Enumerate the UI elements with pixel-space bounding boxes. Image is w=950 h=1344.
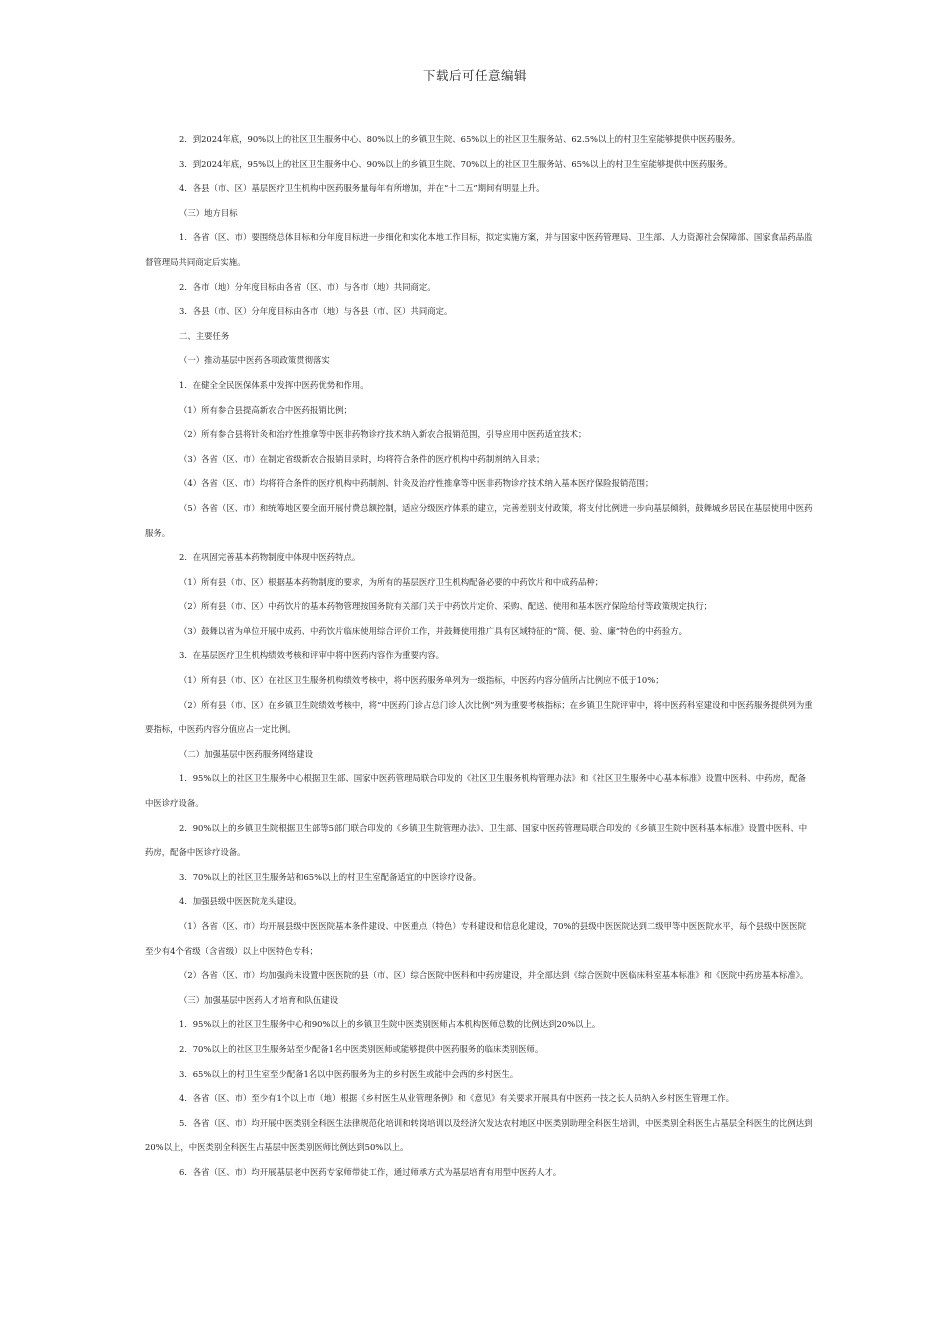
paragraph: 4．加强县级中医医院龙头建设。 (179, 896, 302, 907)
paragraph: （4）各省（区、市）均将符合条件的医疗机构中药制剂、针灸及治疗性推拿等中医非药物诊疗技术纳入基本医疗保险报销范围； (179, 478, 654, 489)
paragraph: 2．90%以上的乡镇卫生院根据卫生部等5部门联合印发的《乡镇卫生院管理办法》、卫生部、国家中医药管理局联合印发的《乡镇卫生院中医科基本标准》设置中医科、中药房，配备中医诊疗设备。 (145, 822, 808, 858)
paragraph: 2．到2024年底，90%以上的社区卫生服务中心、80%以上的乡镇卫生院、65%以上的社区卫生服务站、62.5%以上的村卫生室能够提供中医药服务。 (179, 134, 741, 144)
paragraph: 3．70%以上的社区卫生服务站和65%以上的村卫生室配备适宜的中医诊疗设备。 (179, 871, 482, 882)
paragraph: 1．在健全全民医保体系中发挥中医药优势和作用。 (179, 379, 369, 390)
paragraph: 1．95%以上的社区卫生服务中心和90%以上的乡镇卫生院中医类别医师占本机构医师总数的比例达到20%以上。 (179, 1019, 601, 1030)
paragraph: 5．各省（区、市）均开展中医类别全科医生法律规范化培训和转岗培训以及经济欠发达农村地区中医类别助理全科医生培训，中医类别全科医生占基层全科医生的比例达到20%以上，中医类别全科医生占基层中医类别医师比例达到50%以上。 (145, 1117, 813, 1153)
paragraph: （1）各省（区、市）均开展县级中医医院基本条件建设、中医重点（特色）专科建设和信息化建设，70%的县级中医医院达到二级甲等中医医院水平，每个县级中医医院至少有4个省级（含省级）以上中医特色专科； (145, 921, 806, 956)
paragraph: 4．各省（区、市）至少有1个以上市（地）根据《乡村医生从业管理条例》和《意见》有关要求开展具有中医药一技之长人员纳入乡村医生管理工作。 (179, 1093, 735, 1104)
paragraph: 1．各省（区、市）要围绕总体目标和分年度目标进一步细化和实化本地工作目标，拟定实施方案，并与国家中医药管理局、卫生部、人力资源社会保障部、国家食品药品监督管理局共同商定后实施。 (145, 232, 813, 267)
section-heading: （三）地方目标 (179, 207, 238, 218)
paragraph: 3．65%以上的村卫生室至少配备1名以中医药服务为主的乡村医生或能中会西的乡村医生。 (179, 1068, 519, 1079)
section-heading: 二、主要任务 (179, 330, 230, 341)
paragraph: 3．在基层医疗卫生机构绩效考核和评审中将中医药内容作为重要内容。 (179, 650, 444, 661)
paragraph: 3．各县（市、区）分年度目标由各市（地）与各县（市、区）共同商定。 (179, 306, 453, 317)
paragraph: 6．各省（区、市）均开展基层老中医药专家师带徒工作，通过师承方式为基层培育有用型中医药人才。 (179, 1166, 562, 1177)
paragraph: （1）所有参合县提高新农合中医药报销比例； (179, 404, 352, 415)
document-body (145, 127, 813, 1185)
section-heading: （三）加强基层中医药人才培育和队伍建设 (179, 994, 339, 1005)
paragraph: （3）鼓舞以省为单位开展中成药、中药饮片临床使用综合评价工作，并鼓舞使用推广具有区域特征的“简、便、验、廉”特色的中药验方。 (179, 625, 688, 636)
paragraph: （1）所有县（市、区）根据基本药物制度的要求，为所有的基层医疗卫生机构配备必要的中药饮片和中成药品种； (179, 576, 604, 587)
paragraph: 3．到2024年底，95%以上的社区卫生服务中心、90%以上的乡镇卫生院、70%以上的社区卫生服务站、65%以上的村卫生室能够提供中医药服务。 (179, 158, 733, 169)
paragraph: （1）所有县（市、区）在社区卫生服务机构绩效考核中，将中医药服务单列为一级指标，中医药内容分值所占比例应不低于10%； (179, 675, 664, 686)
paragraph: 2．70%以上的社区卫生服务站至少配备1名中医类别医师或能够提供中医药服务的临床类别医师。 (179, 1043, 544, 1054)
section-heading: （一）推动基层中医药各项政策贯彻落实 (179, 355, 330, 366)
section-heading: （二）加强基层中医药服务网络建设 (179, 748, 313, 759)
paragraph: （2）各省（区、市）均加强尚未设置中医医院的县（市、区）综合医院中医科和中药房建设，并全部达到《综合医院中医临床科室基本标准》和《医院中药房基本标准》。 (179, 970, 809, 981)
paragraph: （5）各省（区、市）和统筹地区要全面开展付费总额控制，适应分级医疗体系的建立，完善差别支付政策，将支付比例进一步向基层倾斜，鼓舞城乡居民在基层使用中医药服务。 (145, 502, 813, 538)
page-header: 下载后可任意编辑 (422, 68, 527, 83)
paragraph: 1．95%以上的社区卫生服务中心根据卫生部、国家中医药管理局联合印发的《社区卫生服务机构管理办法》和《社区卫生服务中心基本标准》设置中医科、中药房，配备中医诊疗设备。 (145, 773, 806, 809)
paragraph: （2）所有县（市、区）中药饮片的基本药物管理按国务院有关部门关于中药饮片定价、采购、配送、使用和基本医疗保险给付等政策规定执行； (179, 601, 712, 612)
paragraph: （3）各省（区、市）在制定省级新农合报销目录时，均将符合条件的医疗机构中药制剂纳入目录； (179, 453, 545, 464)
paragraph: 2．各市（地）分年度目标由各省（区、市）与各市（地）共同商定。 (179, 281, 436, 292)
paragraph: （2）所有参合县将针灸和治疗性推拿等中医非药物诊疗技术纳入新农合报销范围，引导应用中医药适宜技术； (179, 429, 587, 440)
paragraph: 2．在巩固完善基本药物制度中体现中医药特点。 (179, 552, 361, 563)
paragraph: （2）所有县（市、区）在乡镇卫生院绩效考核中，将“中医药门诊占总门诊人次比例”列为重要考核指标；在乡镇卫生院评审中，将中医药科室建设和中医药服务提供列为重要指标，中医药内容分值应占一定比例。 (145, 699, 813, 735)
paragraph: 4．各县（市、区）基层医疗卫生机构中医药服务量每年有所增加，并在“十二五”期间有明显上升。 (179, 183, 545, 194)
